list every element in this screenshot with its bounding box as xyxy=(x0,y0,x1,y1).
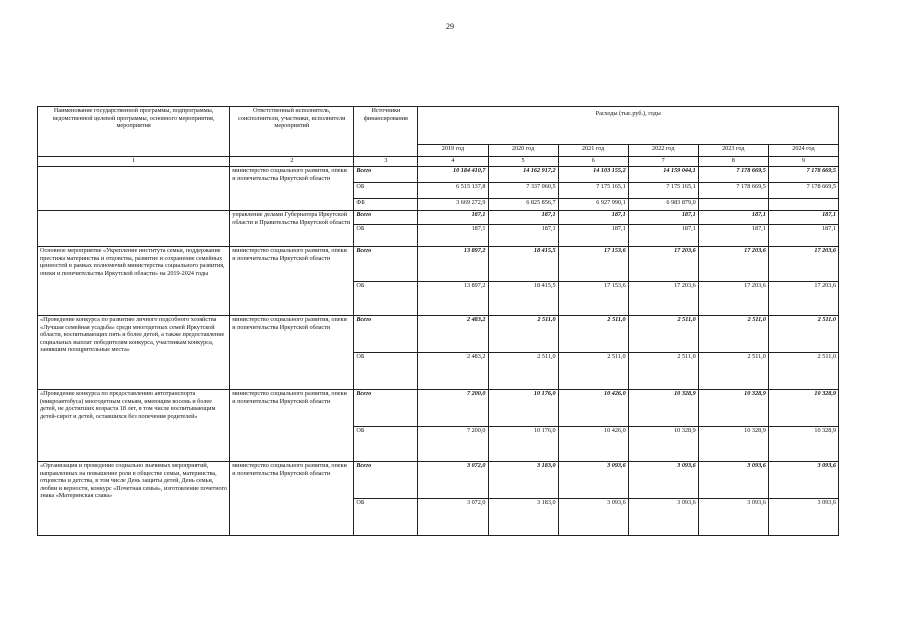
amount-cell: 187,1 xyxy=(418,211,488,225)
amount-cell: 10 328,9 xyxy=(698,390,768,427)
column-index: 4 xyxy=(418,157,488,167)
source-cell: Всего xyxy=(354,247,418,282)
executor-cell: министерство социального развития, опеки и попечительства Иркутской области xyxy=(230,167,354,211)
amount-cell: 17 203,6 xyxy=(698,282,768,316)
amount-cell: 2 483,2 xyxy=(418,316,488,353)
column-index: 3 xyxy=(354,157,418,167)
amount-cell: 2 511,0 xyxy=(768,353,838,390)
table-row xyxy=(38,390,839,427)
amount-cell: 2 511,0 xyxy=(698,316,768,353)
amount-cell xyxy=(768,199,838,211)
amount-cell: 2 511,0 xyxy=(488,316,558,353)
amount-cell: 17 203,6 xyxy=(628,282,698,316)
column-index: 5 xyxy=(488,157,558,167)
header-name: Наименование государственной программы, подпрограммы, ведомственной целевой программы, основного мероприятия, мероприятия xyxy=(38,107,230,157)
amount-cell: 17 203,6 xyxy=(628,247,698,282)
amount-cell: 3 072,0 xyxy=(418,499,488,536)
amount-cell: 6 983 879,0 xyxy=(628,199,698,211)
source-cell: ФБ xyxy=(354,199,418,211)
column-index: 2 xyxy=(230,157,354,167)
source-cell: ОБ xyxy=(354,282,418,316)
header-year: 2019 год xyxy=(418,145,488,157)
amount-cell: 187,1 xyxy=(418,225,488,247)
header-year: 2023 год xyxy=(698,145,768,157)
column-index: 7 xyxy=(628,157,698,167)
table-row xyxy=(38,211,839,225)
table-row xyxy=(38,462,839,499)
header-expenses: Расходы (тыс.руб.), годы xyxy=(418,107,839,145)
amount-cell: 187,1 xyxy=(698,211,768,225)
amount-cell: 2 511,0 xyxy=(628,353,698,390)
executor-cell: управление делами Губернатора Иркутской области и Правительства Иркутской области xyxy=(230,211,354,247)
amount-cell: 3 093,6 xyxy=(558,499,628,536)
amount-cell: 187,1 xyxy=(558,211,628,225)
amount-cell: 187,1 xyxy=(628,211,698,225)
amount-cell: 10 176,0 xyxy=(488,390,558,427)
program-name-cell xyxy=(38,167,230,211)
amount-cell: 2 511,0 xyxy=(768,316,838,353)
amount-cell: 187,1 xyxy=(698,225,768,247)
amount-cell: 17 153,6 xyxy=(558,247,628,282)
amount-cell: 10 328,9 xyxy=(628,390,698,427)
amount-cell: 3 072,0 xyxy=(418,462,488,499)
source-cell: Всего xyxy=(354,316,418,353)
source-cell: Всего xyxy=(354,462,418,499)
amount-cell: 14 159 044,1 xyxy=(628,167,698,183)
source-cell: ОБ xyxy=(354,225,418,247)
amount-cell: 10 328,9 xyxy=(768,390,838,427)
amount-cell: 7 178 669,5 xyxy=(768,167,838,183)
table-row xyxy=(38,247,839,282)
amount-cell: 10 176,0 xyxy=(488,427,558,462)
amount-cell: 187,1 xyxy=(488,225,558,247)
amount-cell: 6 825 856,7 xyxy=(488,199,558,211)
column-index: 6 xyxy=(558,157,628,167)
table-row xyxy=(38,167,839,183)
amount-cell: 17 203,6 xyxy=(768,247,838,282)
amount-cell: 10 328,9 xyxy=(628,427,698,462)
amount-cell: 7 178 669,5 xyxy=(698,167,768,183)
amount-cell: 3 093,6 xyxy=(628,499,698,536)
program-name-cell xyxy=(38,211,230,247)
executor-cell: министерство социального развития, опеки и попечительства Иркутской области xyxy=(230,462,354,536)
amount-cell: 3 183,0 xyxy=(488,462,558,499)
amount-cell: 187,1 xyxy=(768,211,838,225)
amount-cell: 187,1 xyxy=(488,211,558,225)
header-year: 2022 год xyxy=(628,145,698,157)
header-exec: Ответственный исполнитель, соисполнители, участники, исполнители мероприятий xyxy=(230,107,354,157)
amount-cell: 187,1 xyxy=(768,225,838,247)
amount-cell: 2 511,0 xyxy=(628,316,698,353)
amount-cell: 13 897,2 xyxy=(418,282,488,316)
column-index: 9 xyxy=(768,157,838,167)
amount-cell: 7 175 165,1 xyxy=(558,183,628,199)
column-index: 1 xyxy=(38,157,230,167)
amount-cell: 14 162 917,2 xyxy=(488,167,558,183)
page-number: 29 xyxy=(446,22,454,31)
amount-cell: 17 203,6 xyxy=(698,247,768,282)
amount-cell: 3 093,6 xyxy=(698,499,768,536)
amount-cell: 10 328,9 xyxy=(768,427,838,462)
header-year: 2020 год xyxy=(488,145,558,157)
amount-cell: 18 415,5 xyxy=(488,247,558,282)
amount-cell: 6 515 137,8 xyxy=(418,183,488,199)
amount-cell: 2 511,0 xyxy=(698,353,768,390)
amount-cell: 3 093,6 xyxy=(698,462,768,499)
program-name-cell: «Проведение конкурса по предоставлению автотранспорта (микроавтобуса) многодетным семьям, имеющим восемь и более детей, не достигших возраста 18 лет, в том числе воспитывающим детей-сирот и детей, оставшихся без попечения родителей» xyxy=(38,390,230,462)
amount-cell: 7 175 165,1 xyxy=(628,183,698,199)
budget-table xyxy=(37,106,839,536)
source-cell: ОБ xyxy=(354,427,418,462)
amount-cell: 2 511,0 xyxy=(558,316,628,353)
source-cell: ОБ xyxy=(354,499,418,536)
amount-cell: 187,1 xyxy=(628,225,698,247)
amount-cell: 3 093,6 xyxy=(558,462,628,499)
source-cell: Всего xyxy=(354,211,418,225)
amount-cell: 7 200,0 xyxy=(418,390,488,427)
amount-cell: 3 183,0 xyxy=(488,499,558,536)
source-cell: Всего xyxy=(354,167,418,183)
executor-cell: министерство социального развития, опеки и попечительства Иркутской области xyxy=(230,390,354,462)
amount-cell: 10 328,9 xyxy=(698,427,768,462)
amount-cell: 7 178 669,5 xyxy=(698,183,768,199)
table-row xyxy=(38,316,839,353)
amount-cell: 7 200,0 xyxy=(418,427,488,462)
amount-cell: 18 415,5 xyxy=(488,282,558,316)
amount-cell: 3 093,6 xyxy=(768,462,838,499)
amount-cell: 10 426,0 xyxy=(558,390,628,427)
amount-cell: 10 426,0 xyxy=(558,427,628,462)
source-cell: ОБ xyxy=(354,353,418,390)
program-name-cell: Основное мероприятие «Укрепление института семьи, поддержание престижа материнства и отцовства, развитие и сохранение семейных ценностей в рамках полномочий министерства социального развития, опеки и попечительства Иркутской области» на 2019-2024 годы xyxy=(38,247,230,316)
amount-cell: 14 103 155,2 xyxy=(558,167,628,183)
program-name-cell: «Организация и проведение социально значимых мероприятий, направленных на повышение роли в обществе семьи, материнства, отцовства и детства, в том числе День защиты детей, День семьи, любви и верности, конкурс «Почетная семья», изготовление почетного знака «Материнская слава» xyxy=(38,462,230,536)
header-year: 2024 год xyxy=(768,145,838,157)
program-name-cell: «Проведение конкурса по развитию личного подсобного хозяйства «Лучшая семейная усадьба» среди многодетных семей Иркутской области, воспитывающих пять и более детей, а также предоставление социальных выплат победителям конкурса, участникам конкурса, занявшим поощрительные места» xyxy=(38,316,230,390)
executor-cell: министерство социального развития, опеки и попечительства Иркутской области xyxy=(230,316,354,390)
amount-cell: 7 337 060,5 xyxy=(488,183,558,199)
source-cell: Всего xyxy=(354,390,418,427)
amount-cell: 3 669 272,9 xyxy=(418,199,488,211)
header-year: 2021 год xyxy=(558,145,628,157)
source-cell: ОБ xyxy=(354,183,418,199)
amount-cell xyxy=(698,199,768,211)
amount-cell: 7 178 669,5 xyxy=(768,183,838,199)
amount-cell: 17 153,6 xyxy=(558,282,628,316)
amount-cell: 3 093,6 xyxy=(768,499,838,536)
amount-cell: 2 511,0 xyxy=(488,353,558,390)
column-index: 8 xyxy=(698,157,768,167)
amount-cell: 2 511,0 xyxy=(558,353,628,390)
amount-cell: 17 203,6 xyxy=(768,282,838,316)
amount-cell: 6 927 990,1 xyxy=(558,199,628,211)
header-source: Источники финансирования xyxy=(354,107,418,157)
amount-cell: 2 483,2 xyxy=(418,353,488,390)
amount-cell: 13 897,2 xyxy=(418,247,488,282)
amount-cell: 3 093,6 xyxy=(628,462,698,499)
executor-cell: министерство социального развития, опеки и попечительства Иркутской области xyxy=(230,247,354,316)
amount-cell: 10 184 410,7 xyxy=(418,167,488,183)
amount-cell: 187,1 xyxy=(558,225,628,247)
